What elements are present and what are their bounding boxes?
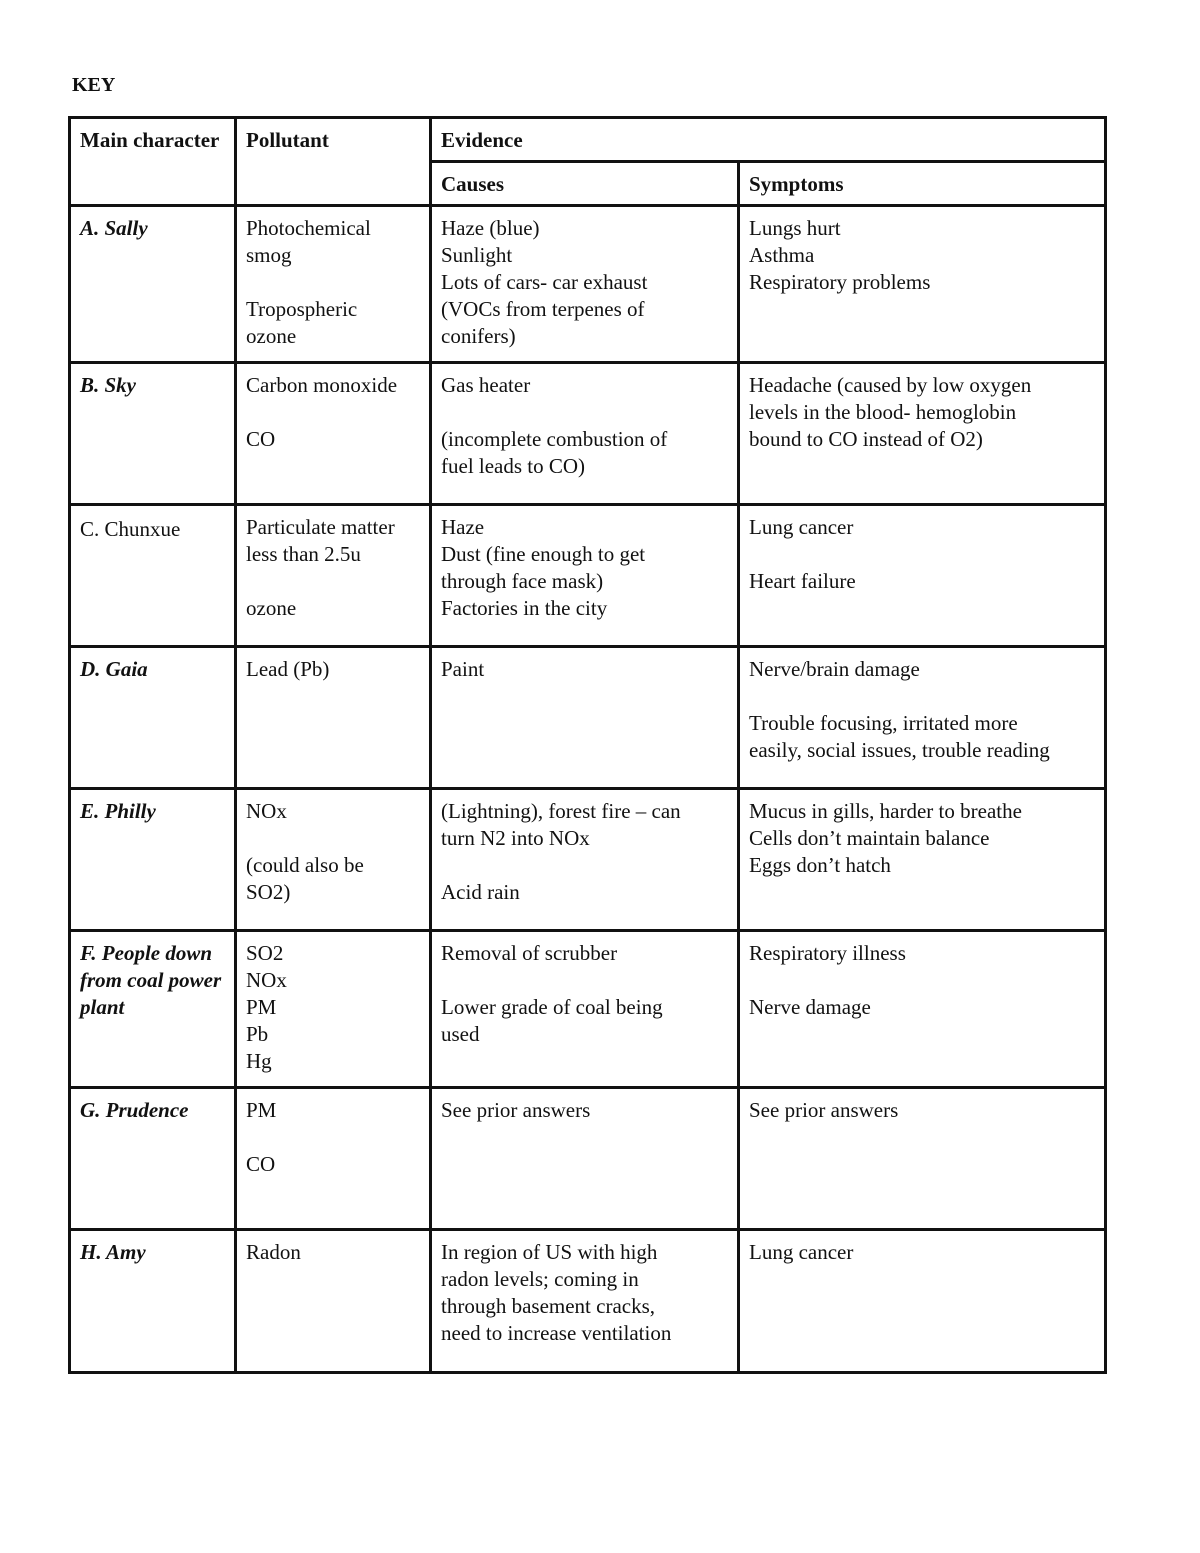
cell-line: SO2 — [246, 941, 284, 965]
cell-line: Gas heater — [441, 373, 531, 397]
cell-symptoms — [739, 789, 1106, 931]
cell-line — [749, 683, 1096, 710]
cell-line: See prior answers — [749, 1098, 899, 1122]
cell-line: Lung cancer — [749, 1240, 854, 1264]
cell-line: less than 2.5u — [246, 542, 361, 566]
cell-line: Eggs don’t hatch — [749, 853, 891, 877]
cell-line: Trouble focusing, irritated more — [749, 711, 1018, 735]
cell-pollutant — [236, 789, 431, 931]
page-title: KEY — [72, 74, 116, 96]
cell-symptoms — [739, 505, 1106, 647]
cell-line: Haze (blue) — [441, 216, 540, 240]
cell-symptoms — [739, 647, 1106, 789]
cell-causes — [431, 1088, 739, 1230]
table-row — [70, 931, 1106, 1088]
cell-line: Tropospheric — [246, 297, 358, 321]
cell-line: need to increase ventilation — [441, 1321, 672, 1345]
cell-line: (Lightning), forest fire – can — [441, 799, 681, 823]
cell-line: Mucus in gills, harder to breathe — [749, 799, 1022, 823]
cell-line: NOx — [246, 799, 287, 823]
header-pollutant: Pollutant — [236, 118, 431, 206]
cell-line: Photochemical — [246, 216, 371, 240]
cell-line — [441, 852, 729, 879]
cell-line: Lower grade of coal being — [441, 995, 663, 1019]
cell-main-character: H. Amy — [70, 1230, 236, 1373]
cell-main-character: B. Sky — [70, 363, 236, 505]
cell-line: ozone — [246, 324, 297, 348]
cell-line: levels in the blood- hemoglobin — [749, 400, 1017, 424]
cell-symptoms — [739, 1230, 1106, 1373]
cell-line: Radon — [246, 1240, 301, 1264]
header-evidence: Evidence — [431, 118, 1106, 162]
cell-line: (VOCs from terpenes of — [441, 297, 645, 321]
cell-causes — [431, 1230, 739, 1373]
table-row — [70, 647, 1106, 789]
cell-line: Haze — [441, 515, 485, 539]
cell-line: Headache (caused by low oxygen — [749, 373, 1032, 397]
table-body — [70, 206, 1106, 1373]
cell-line: fuel leads to CO) — [441, 454, 586, 478]
cell-line — [246, 399, 421, 426]
cell-pollutant — [236, 931, 431, 1088]
cell-line: PM — [246, 1098, 277, 1122]
cell-line: See prior answers — [441, 1098, 591, 1122]
table-row — [70, 505, 1106, 647]
cell-line: conifers) — [441, 324, 516, 348]
cell-pollutant — [236, 647, 431, 789]
cell-pollutant — [236, 363, 431, 505]
cell-line — [246, 269, 421, 296]
cell-causes — [431, 505, 739, 647]
cell-main-character: D. Gaia — [70, 647, 236, 789]
cell-symptoms — [739, 206, 1106, 363]
table-row — [70, 363, 1106, 505]
cell-main-character: G. Prudence — [70, 1088, 236, 1230]
cell-causes — [431, 647, 739, 789]
table-row — [70, 206, 1106, 363]
table-row — [70, 789, 1106, 931]
cell-line: Acid rain — [441, 880, 520, 904]
table-row — [70, 1088, 1106, 1230]
cell-line: Removal of scrubber — [441, 941, 618, 965]
cell-line — [246, 568, 421, 595]
cell-line: Nerve/brain damage — [749, 657, 920, 681]
cell-line: radon levels; coming in — [441, 1267, 639, 1291]
cell-line: NOx — [246, 968, 287, 992]
cell-line: ozone — [246, 596, 297, 620]
cell-pollutant — [236, 1088, 431, 1230]
cell-line: Lead (Pb) — [246, 657, 330, 681]
cell-line: SO2) — [246, 880, 291, 904]
header-symptoms: Symptoms — [739, 162, 1106, 206]
cell-causes — [431, 206, 739, 363]
cell-line: smog — [246, 243, 292, 267]
cell-line: (incomplete combustion of — [441, 427, 668, 451]
cell-line: Pb — [246, 1022, 269, 1046]
cell-line: CO — [246, 427, 276, 451]
header-causes: Causes — [431, 162, 739, 206]
table-row — [70, 1230, 1106, 1373]
cell-pollutant — [236, 505, 431, 647]
cell-line: Cells don’t maintain balance — [749, 826, 990, 850]
cell-line: (could also be — [246, 853, 364, 877]
cell-line: Carbon monoxide — [246, 373, 398, 397]
cell-line — [749, 967, 1096, 994]
pollutant-key-table — [68, 116, 1107, 1374]
cell-line: Respiratory illness — [749, 941, 906, 965]
cell-line: Sunlight — [441, 243, 513, 267]
cell-main-character: F. People down from coal power plant — [70, 931, 236, 1088]
cell-line: easily, social issues, trouble reading — [749, 738, 1050, 762]
cell-line: Respiratory problems — [749, 270, 931, 294]
cell-line: Heart failure — [749, 569, 856, 593]
cell-line: Lungs hurt — [749, 216, 841, 240]
header-main-character: Main character — [70, 118, 236, 206]
cell-main-character: C. Chunxue — [70, 505, 236, 647]
cell-line: Nerve damage — [749, 995, 871, 1019]
cell-line — [749, 541, 1096, 568]
cell-pollutant — [236, 206, 431, 363]
cell-line: CO — [246, 1152, 276, 1176]
cell-main-character: A. Sally — [70, 206, 236, 363]
cell-causes — [431, 931, 739, 1088]
cell-line: Particulate matter — [246, 515, 395, 539]
cell-line: bound to CO instead of O2) — [749, 427, 983, 451]
cell-line — [246, 1124, 421, 1151]
cell-symptoms — [739, 363, 1106, 505]
cell-line: Asthma — [749, 243, 815, 267]
cell-line: used — [441, 1022, 480, 1046]
cell-line: In region of US with high — [441, 1240, 658, 1264]
cell-causes — [431, 789, 739, 931]
cell-causes — [431, 363, 739, 505]
cell-pollutant — [236, 1230, 431, 1373]
cell-line — [246, 825, 421, 852]
cell-symptoms — [739, 931, 1106, 1088]
cell-line — [441, 967, 729, 994]
cell-line: turn N2 into NOx — [441, 826, 590, 850]
cell-line: through face mask) — [441, 569, 604, 593]
cell-line: through basement cracks, — [441, 1294, 656, 1318]
cell-line: Lots of cars- car exhaust — [441, 270, 648, 294]
cell-line: PM — [246, 995, 277, 1019]
cell-line: Factories in the city — [441, 596, 608, 620]
cell-line: Paint — [441, 657, 485, 681]
cell-main-character: E. Philly — [70, 789, 236, 931]
cell-symptoms — [739, 1088, 1106, 1230]
cell-line: Lung cancer — [749, 515, 854, 539]
cell-line — [441, 399, 729, 426]
cell-line: Dust (fine enough to get — [441, 542, 646, 566]
header-row — [70, 118, 1106, 162]
cell-line: Hg — [246, 1049, 272, 1073]
